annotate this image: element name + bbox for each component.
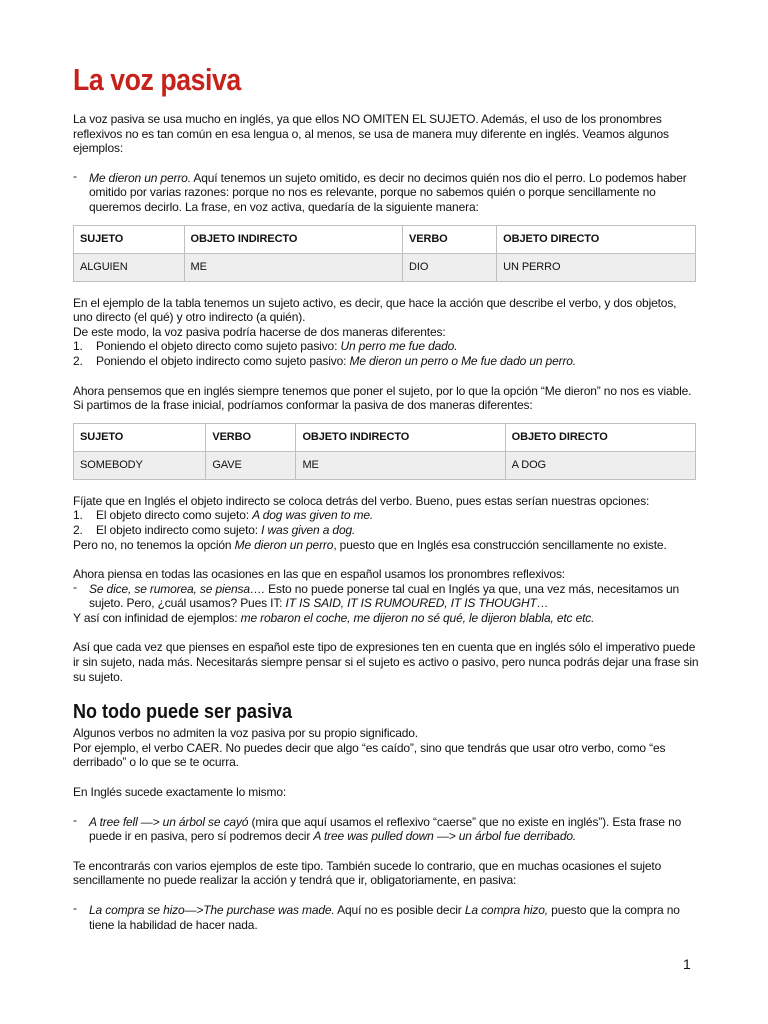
section-heading: No todo puede ser pasiva xyxy=(73,701,293,724)
dash-marker: - xyxy=(73,901,77,915)
table-header-cell: OBJETO DIRECTO xyxy=(497,225,696,253)
table-cell: GAVE xyxy=(206,451,296,479)
paragraph: Así que cada vez que pienses en español este tipo de expresiones ten en cuenta que en inglés sólo el imperativo puede ir sin sujeto, nada más. Necesitarás siempre pensar si el sujeto es activo o pasivo, pero nunca podrás dejar una frase sin su sujeto. xyxy=(73,640,699,684)
paragraph: En Inglés sucede exactamente lo mismo: xyxy=(73,785,287,800)
numbered-item xyxy=(73,523,699,538)
table-row xyxy=(74,451,696,479)
example-text: Esto no puede ponerse tal cual en Inglés ya que, una vez más, necesitamos un sujeto. Pero, ¿cuál usamos? Pues IT: xyxy=(89,581,680,611)
item-text: El objeto directo como sujeto: xyxy=(96,508,253,523)
table-row xyxy=(74,253,696,281)
intro-paragraph: La voz pasiva se usa mucho en inglés, ya que ellos NO OMITEN EL SUJETO. Además, el uso de los pronombres reflexivos no es tan común en esa lengua o, al menos, se usa de manera muy diferente en inglés. Veamos algunos ejemplos: xyxy=(73,112,669,156)
paragraph: En el ejemplo de la tabla tenemos un sujeto activo, es decir, que hace la acción que describe el verbo, y dos objetos, uno directo (el qué) y otro indirecto (a quién). xyxy=(73,295,677,325)
table-header-cell: VERBO xyxy=(403,225,497,253)
active-voice-table xyxy=(73,225,696,282)
example-italic: A tree fell —> un árbol se cayó xyxy=(89,814,249,829)
item-text: Poniendo el objeto directo como sujeto pasivo: xyxy=(96,339,341,354)
text-run: , puesto que en Inglés esa construcción sencillamente no existe. xyxy=(333,537,667,552)
numbered-item xyxy=(73,354,699,369)
paragraph: De este modo, la voz pasiva podría hacerse de dos maneras diferentes: xyxy=(73,324,446,339)
example-text: Aquí no es posible decir xyxy=(334,903,465,917)
table-header-cell: OBJETO INDIRECTO xyxy=(296,423,505,451)
table-cell: ME xyxy=(296,451,505,479)
paragraph: Ahora piensa en todas las ocasiones en las que en español usamos los pronombres reflexivos: xyxy=(73,567,565,582)
english-order-table xyxy=(73,423,696,480)
paragraph xyxy=(73,611,699,626)
dash-marker: - xyxy=(73,168,77,183)
example-italic: Se dice, se rumorea, se piensa…. xyxy=(89,581,265,596)
table-header-cell: OBJETO INDIRECTO xyxy=(184,225,403,253)
italic-run: me robaron el coche, me dijeron no sé qué, le dijeron blabla, etc etc. xyxy=(240,610,595,625)
dash-marker: - xyxy=(73,812,77,827)
example-text: (mira que aquí usamos el reflexivo “caerse” que no existe en inglés”). Esta frase no puede ir en pasiva, pero sí podremos decir xyxy=(89,814,682,844)
item-italic: Me dieron un perro o Me fue dado un perro. xyxy=(349,353,576,368)
paragraph: Ahora pensemos que en inglés siempre tenemos que poner el sujeto, por lo que la opción “Me dieron” no nos es viable. Si partimos de la frase inicial, podríamos conformar la pasiva de dos maneras diferentes: xyxy=(73,383,692,413)
table-cell: ALGUIEN xyxy=(74,253,185,281)
example-text: Aquí tenemos un sujeto omitido, es decir no decimos quién nos dio el perro. Lo podemos haber omitido por varias razones: porque no nos es relevante, porque no sabemos quién o porque sencillamente no queremos decirlo. La frase, en voz activa, quedaría de la siguiente manera: xyxy=(89,170,687,214)
item-number: 2. xyxy=(73,522,83,537)
table-header-row xyxy=(74,423,696,451)
table-cell: SOMEBODY xyxy=(74,451,206,479)
table-cell: DIO xyxy=(403,253,497,281)
table-header-cell: VERBO xyxy=(206,423,296,451)
table-cell: ME xyxy=(184,253,403,281)
dash-marker: - xyxy=(73,579,77,594)
example-italic: IT IS SAID, IT IS RUMOURED, IT IS THOUGHT… xyxy=(285,596,549,611)
item-text: El objeto indirecto como sujeto: xyxy=(96,522,262,537)
numbered-item xyxy=(73,339,699,354)
paragraph xyxy=(73,538,699,553)
item-italic: Un perro me fue dado. xyxy=(340,339,458,354)
paragraph: Fíjate que en Inglés el objeto indirecto se coloca detrás del verbo. Bueno, pues estas serían nuestras opciones: xyxy=(73,493,650,508)
item-italic: I was given a dog. xyxy=(261,522,356,537)
example-italic: La compra hizo, xyxy=(464,903,548,917)
table-header-row xyxy=(74,225,696,253)
item-number: 1. xyxy=(73,339,83,354)
example-item xyxy=(73,168,699,215)
item-italic: A dog was given to me. xyxy=(252,508,374,523)
table-header-cell: OBJETO DIRECTO xyxy=(505,423,695,451)
item-number: 1. xyxy=(73,508,83,523)
page-title: La voz pasiva xyxy=(73,62,241,97)
paragraph: Algunos verbos no admiten la voz pasiva por su propio significado. xyxy=(73,726,418,741)
table-header-cell: SUJETO xyxy=(74,225,185,253)
text-run: Y así con infinidad de ejemplos: xyxy=(73,610,241,625)
item-text: Poniendo el objeto indirecto como sujeto pasivo: xyxy=(96,353,350,368)
paragraph: Por ejemplo, el verbo CAER. No puedes decir que algo “es caído”, sino que tendrás que usar otro verbo, como “es derribado” o lo que se te ocurra. xyxy=(73,740,666,770)
text-run: Pero no, no tenemos la opción xyxy=(73,537,235,552)
table-cell: A DOG xyxy=(505,451,695,479)
example-italic: La compra se hizo—>The purchase was made. xyxy=(89,903,335,917)
paragraph: Te encontrarás con varios ejemplos de este tipo. También sucede lo contrario, que en muchas ocasiones el sujeto sencillamente no puede realizar la acción y tendrá que ir, obligatoriamente, en pasiva: xyxy=(73,858,662,888)
table-cell: UN PERRO xyxy=(497,253,696,281)
item-number: 2. xyxy=(73,353,83,368)
numbered-item xyxy=(73,508,699,523)
example-item xyxy=(73,579,699,611)
page-number: 1 xyxy=(683,956,691,972)
table-header-cell: SUJETO xyxy=(74,423,206,451)
example-item xyxy=(73,812,699,844)
example-item xyxy=(73,903,699,932)
document-body xyxy=(73,62,699,932)
example-text: puesto que la compra no tiene la habilidad de hacer nada. xyxy=(89,903,680,932)
italic-run: Me dieron un perro xyxy=(234,537,334,552)
example-italic: Me dieron un perro. xyxy=(89,170,191,185)
example-italic: A tree was pulled down —> un árbol fue derribado. xyxy=(313,829,577,844)
